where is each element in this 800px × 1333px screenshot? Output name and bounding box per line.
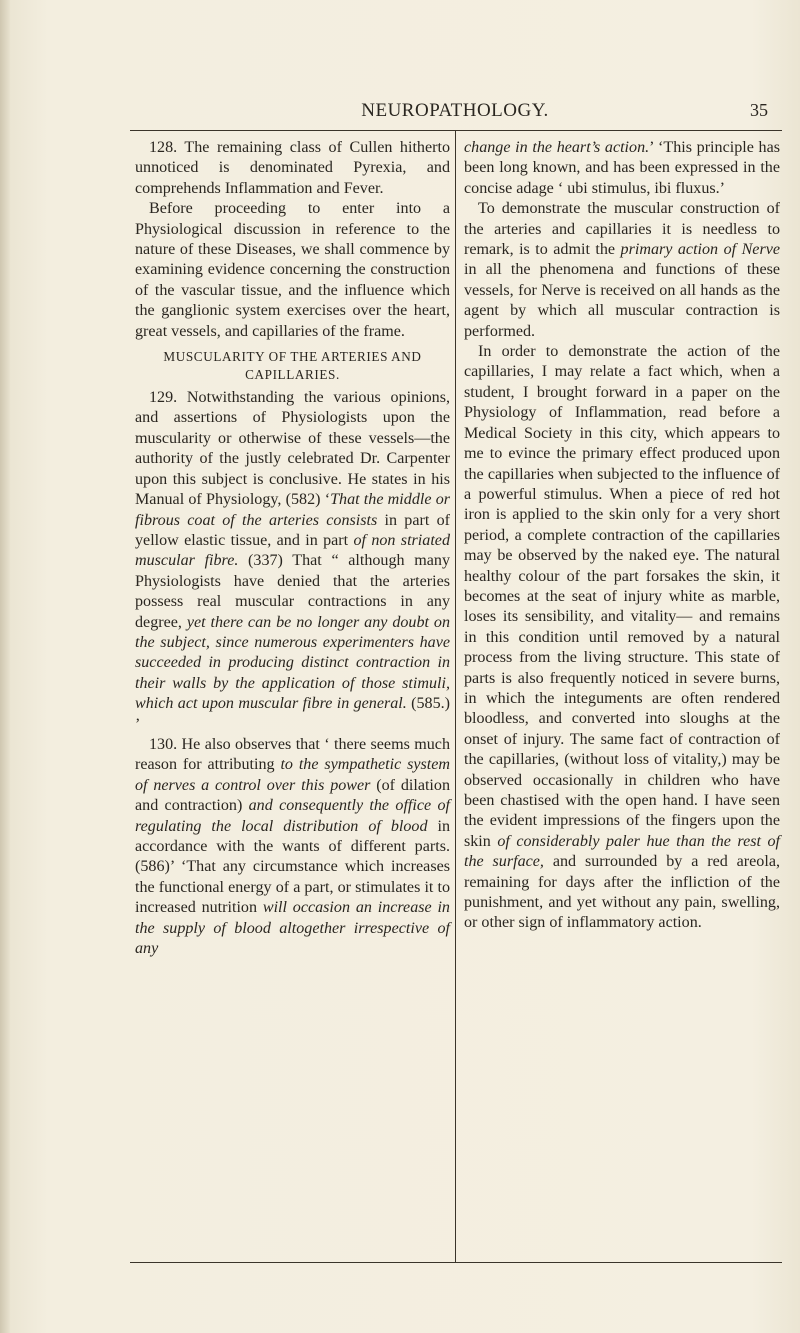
section-heading: MUSCULARITY OF THE ARTERIES AND CAPILLARIES. — [163, 349, 422, 383]
paragraph-128 — [135, 138, 450, 199]
paragraph-129-text-4: (585.) ’ — [135, 695, 451, 733]
paragraph-129-text-3: (337) That “ although many Physiologists have denied that the arteries possess real muscular contractions in any degree, — [135, 552, 450, 631]
paragraph-demonstrate-text-1: To demonstrate the muscular construction of the arteries and capillaries it is needless to remark, is to admit the — [464, 200, 780, 259]
page-header — [130, 90, 780, 128]
paragraph-130-text-3: in accordance with the wants of different parts. (586)’ ‘That any circumstance which increases the functional energy of a part, or stimulates it to increased nutrition — [135, 817, 450, 917]
paragraph-130 — [135, 735, 450, 959]
paragraph-130-italic-2: and consequently the office of regulating the local distribution of blood — [135, 797, 450, 835]
paragraph-demonstrate-text-2: in all the phenomena and functions of these vessels, for Nerve is received on all hands as the agent by which all muscular contraction is performed. — [464, 261, 780, 340]
paragraph-130-text-1: 130. He also observes that ‘ there seems much reason for attributing — [135, 735, 450, 774]
page-number: 35 — [750, 100, 768, 120]
right-column — [464, 138, 780, 934]
paragraph-continued-text: ’ ‘This principle has been long known, and has been expressed in the concise adage ‘ ubi stimulus, ibi fluxus.’ — [464, 139, 780, 197]
paragraph-128-continued-text: Before proceeding to enter into a Physiological discussion in reference to the nature of these Diseases, we shall commence by examining evidence concerning the construction of the vascular tissue, and the influence which the ganglionic system exercises over the heart, great vessels, and capillaries of the frame. — [135, 200, 450, 340]
paragraph-capillaries-text-2: and surrounded by a red areola, remaining for days after the infliction of the punishment, and yet without any pain, swelling, or other sign of inflammatory action. — [464, 853, 780, 932]
paragraph-129-text-2: in part of yellow elastic tissue, and in part — [135, 511, 451, 549]
paragraph-128-text: 128. The remaining class of Cullen hitherto unnoticed is denominated Pyrexia, and comprehends Inflammation and Fever. — [135, 139, 450, 197]
column-divider — [455, 130, 456, 1262]
paragraph-129-text-1: 129. Notwithstanding the various opinions, and assertions of Physiologists upon the muscularity or otherwise of these vessels—the authority of the justly celebrated Dr. Carpenter upon this subject is conclusive. He states in his Manual of Physiology, (582) ‘ — [135, 389, 450, 509]
paragraph-demonstrate — [464, 199, 780, 342]
paragraph-129 — [135, 388, 450, 735]
paragraph-130-text-2: (of dilation and contraction) — [135, 776, 451, 815]
paragraph-129-italic-3: yet there can be no longer any doubt on the subject, since numerous experimenters have succeeded in producing distinct contraction in their walls by the application of those stimuli, which act upon muscular fibre in general. — [135, 613, 450, 713]
paragraph-129-italic-1: That the middle or fibrous coat of the arteries consists — [135, 491, 451, 529]
page-gutter-shadow — [0, 0, 10, 1333]
left-column — [135, 138, 450, 959]
paragraph-capillaries-text-1: In order to demonstrate the action of the capillaries, I may relate a fact which, when a student, I brought forward in a paper on the Physiology of Inflammation, read before a Medical Society in this city, which appears to me to evince the primary effect produced upon the capillaries when subjected to the influence of a powerful stimulus. When a piece of red hot iron is applied to the skin only for a very short period, a complete contraction of the capillaries may be observed by the naked eye. The natural healthy colour of the part forsakes the skin, it becomes at the seat of injury white as marble, loses its sensibility, and vitality— and remains in this condition until removed by a natural process from the living structure. This state of parts is also frequently noticed in severe burns, in which the integuments are often rendered bloodless, and converted into sloughs at the onset of injury. The same fact of contraction of the capillaries, (without loss of vitality,) may be observed occasionally in children who have been chastised with the open hand. I have seen the evident impressions of the fingers upon the skin — [464, 343, 780, 850]
paragraph-continued — [464, 138, 780, 199]
paragraph-130-italic-3: will occasion an increase in the supply of blood altogether irrespective of any — [135, 899, 450, 958]
paragraph-128-continued — [135, 199, 450, 342]
header-rule — [130, 130, 782, 131]
paragraph-capillaries — [464, 342, 780, 934]
paragraph-demonstrate-italic: primary action of Nerve — [620, 241, 780, 259]
running-title: NEUROPATHOLOGY. — [361, 100, 549, 121]
footer-rule — [130, 1262, 782, 1263]
paragraph-capillaries-italic: of considerably paler hue than the rest of the surface, — [464, 832, 780, 871]
paragraph-130-italic-1: to the sympathetic system of nerves a control over this power — [135, 756, 451, 794]
paragraph-129-italic-2: of non striated muscular fibre. — [135, 531, 450, 570]
paragraph-continued-italic: change in the heart’s action. — [464, 139, 650, 156]
